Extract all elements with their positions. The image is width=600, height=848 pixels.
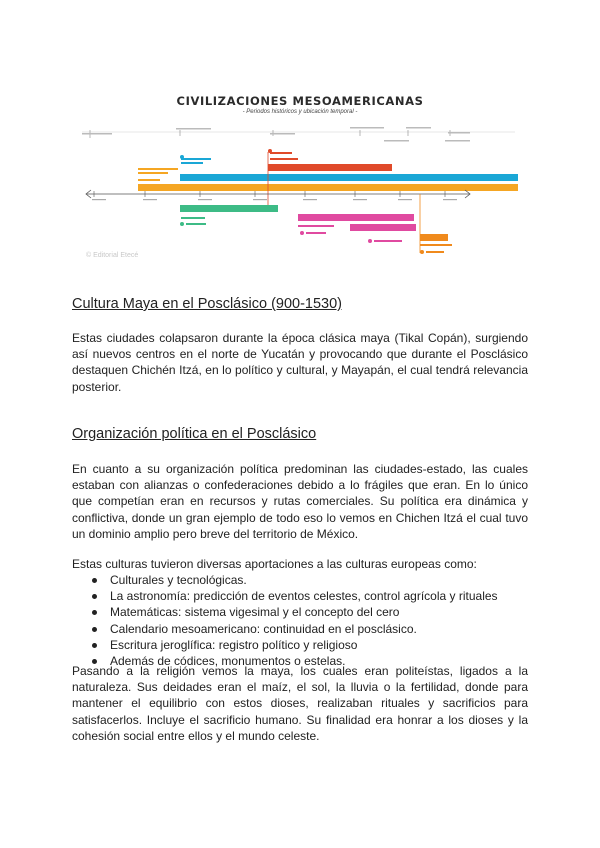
list-item: Escritura jeroglífica: registro político y religioso [92, 637, 498, 653]
list-item: Matemáticas: sistema vigesimal y el concepto del cero [92, 604, 498, 620]
paragraph-aportaciones-intro: Estas culturas tuvieron diversas aportaciones a las culturas europeas como: [72, 557, 477, 571]
upper-bars [138, 149, 518, 208]
paragraph-politica: En cuanto a su organización política predominan las ciudades-estado, las cuales estaban con alianzas o confederaciones debido a lo frágiles que eran. En lo único que competían eran en recursos y rutas comerciales. Su política era dinámica y conflictiva, donde un gran ejemplo de todo eso lo vemos en Chichen Itzá el cual tuvo un dominio amplio pero breve del territorio de México. [72, 462, 528, 541]
list-item: La astronomía: predicción de eventos celestes, control agrícola y rituales [92, 588, 498, 604]
timeline-graphic [70, 88, 530, 268]
aportaciones-list [92, 572, 498, 669]
figure-credit: © Editorial Etecé [86, 252, 139, 259]
paragraph-religion: Pasando a la religión vemos la maya, los cuales eran politeístas, ligados a la naturaleza. Sus deidades eran el maíz, el sol, la lluvia o la fertilidad, donde para mantener el equilibrio con estos dioses, realizaban rituales y sacrificios para satisfacerlos. Incluye el sacrificio humano. Su finalidad era honrar a los dioses y la cohesión social entre ellos y el mundo celeste. [72, 664, 528, 743]
heading-organizacion-politica: Organización política en el Posclásico [72, 426, 317, 442]
bar-green [180, 205, 278, 212]
timeline-axis [86, 190, 470, 200]
bar-pink [298, 214, 414, 221]
figure-subtitle: - Periodos históricos y ubicación temporal - [242, 109, 358, 115]
bar-blue [180, 174, 518, 181]
bar-orange [138, 184, 518, 191]
timeline-figure [70, 88, 530, 268]
bar-pink-short [350, 224, 416, 231]
bar-dark-orange [420, 234, 448, 241]
list-item: Además de códices, monumentos o estelas. [92, 653, 498, 669]
paragraph-maya: Estas ciudades colapsaron durante la época clásica maya (Tikal Copán), surgiendo así nuevos centros en el norte de Yucatán y provocando que durante el Posclásico destaquen Chichén Itzá, en lo político y cultural, y Mayapán, el cual tendrá relevancia posterior. [72, 331, 528, 394]
list-item: Culturales y tecnológicas. [92, 572, 498, 588]
list-item: Calendario mesoamericano: continuidad en el posclásico. [92, 621, 498, 637]
olmeca-label-mark [138, 168, 178, 170]
bar-red [268, 164, 392, 171]
lower-bars [180, 194, 452, 254]
period-header [82, 127, 515, 142]
heading-maya-posclasico: Cultura Maya en el Posclásico (900-1530) [72, 296, 342, 312]
figure-title: CIVILIZACIONES MESOAMERICANAS [176, 94, 424, 108]
